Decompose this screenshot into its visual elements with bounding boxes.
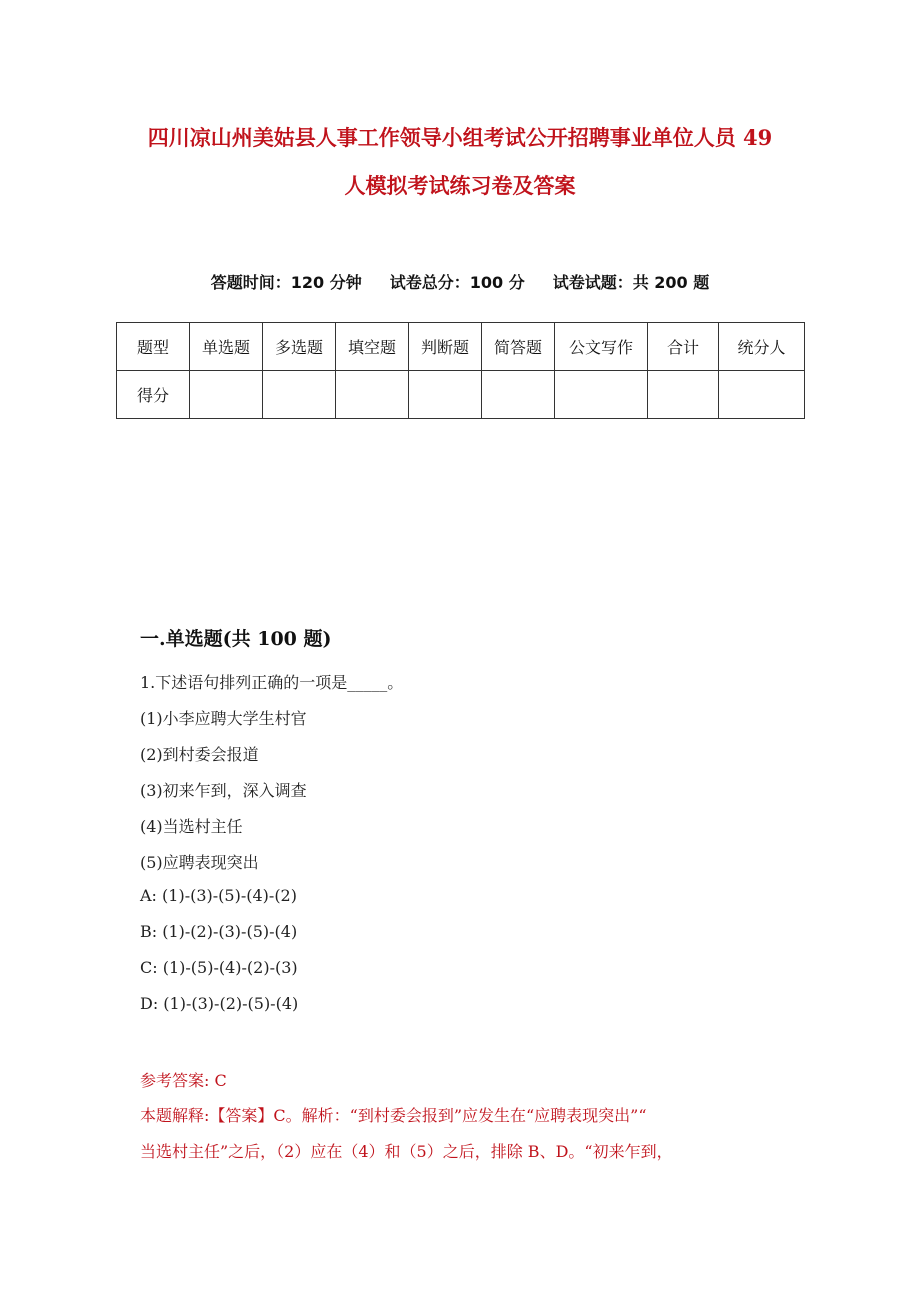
- score-row-label: 得分: [117, 371, 190, 419]
- section-heading: 一.单选题(共 100 题): [140, 628, 332, 650]
- question-item: (4)当选村主任: [140, 817, 243, 836]
- question-stem: 1.下述语句排列正确的一项是_____。: [140, 673, 404, 692]
- reference-answer: 参考答案: C: [140, 1071, 227, 1090]
- explanation-line: 当选村主任”之后，（2）应在（4）和（5）之后，排除 B、D。“初来乍到，: [140, 1142, 673, 1161]
- option-d: D: (1)-(3)-(2)-(5)-(4): [140, 994, 299, 1013]
- option-b: B: (1)-(2)-(3)-(5)-(4): [140, 922, 298, 941]
- document-title-line-2: 人模拟考试练习卷及答案: [344, 173, 576, 198]
- question-item: (1)小李应聘大学生村官: [140, 709, 307, 728]
- explanation-line: 本题解释:【答案】C。解析：“到村委会报到”应发生在“应聘表现突出”“: [140, 1106, 647, 1125]
- score-table-header: 判断题: [409, 323, 482, 371]
- score-cell: [719, 371, 805, 419]
- score-table-header: 简答题: [482, 323, 555, 371]
- score-table-header: 合计: [648, 323, 719, 371]
- document-title-line-1: 四川凉山州美姑县人事工作领导小组考试公开招聘事业单位人员 49: [147, 125, 773, 150]
- question-item: (2)到村委会报道: [140, 745, 259, 764]
- question-item: (5)应聘表现突出: [140, 853, 259, 872]
- exam-meta: [0, 270, 920, 293]
- score-table-header: 题型: [117, 323, 190, 371]
- score-table-score-row: [117, 371, 805, 419]
- exam-total-score: 试卷总分：100 分: [389, 273, 525, 292]
- score-table-header-row: [117, 323, 805, 371]
- exam-question-count: 试卷试题：共 200 题: [552, 273, 710, 292]
- question-item: (3)初来乍到，深入调查: [140, 781, 307, 800]
- score-table-header: 单选题: [190, 323, 263, 371]
- option-c: C: (1)-(5)-(4)-(2)-(3): [140, 958, 298, 977]
- score-cell: [190, 371, 263, 419]
- score-cell: [409, 371, 482, 419]
- exam-time: 答题时间：120 分钟: [210, 273, 362, 292]
- score-cell: [263, 371, 336, 419]
- score-cell: [648, 371, 719, 419]
- score-table-header: 多选题: [263, 323, 336, 371]
- score-table-header: 填空题: [336, 323, 409, 371]
- score-cell: [482, 371, 555, 419]
- option-a: A: (1)-(3)-(5)-(4)-(2): [140, 886, 297, 905]
- score-table-header: 统分人: [719, 323, 805, 371]
- score-cell: [336, 371, 409, 419]
- score-table: [116, 322, 805, 419]
- score-cell: [555, 371, 648, 419]
- score-table-header: 公文写作: [555, 323, 648, 371]
